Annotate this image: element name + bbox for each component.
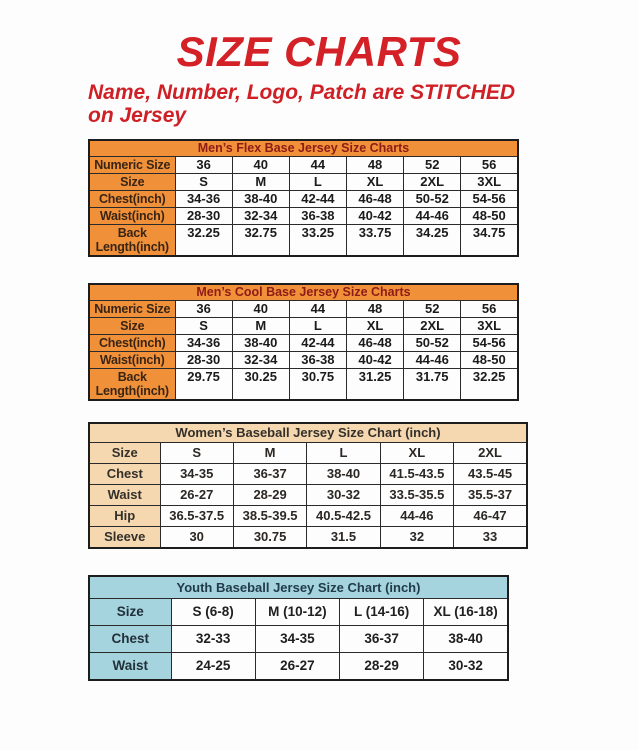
mens-cool-base-cell: 2XL xyxy=(404,318,461,335)
womens-baseball-cell: 30 xyxy=(160,527,233,549)
mens-flex-base-cell: 28-30 xyxy=(175,208,232,225)
mens-cool-base-cell: 31.25 xyxy=(346,369,403,401)
mens-flex-base-cell: 34-36 xyxy=(175,191,232,208)
mens-cool-base-cell: 52 xyxy=(404,301,461,318)
mens-flex-base-cell: 52 xyxy=(404,157,461,174)
mens-cool-base-cell: 48 xyxy=(346,301,403,318)
mens-flex-base-row-label: Waist(inch) xyxy=(89,208,175,225)
womens-baseball-cell: L xyxy=(307,443,380,464)
youth-baseball-cell: 34-35 xyxy=(255,626,339,653)
womens-baseball-cell: 2XL xyxy=(454,443,527,464)
womens-baseball-cell: 33 xyxy=(454,527,527,549)
mens-flex-base-cell: 48 xyxy=(346,157,403,174)
youth-baseball-cell: 32-33 xyxy=(171,626,255,653)
mens-cool-base-cell: 40-42 xyxy=(346,352,403,369)
mens-cool-base-table xyxy=(88,283,519,401)
youth-baseball-table xyxy=(88,575,509,681)
mens-cool-base-cell: XL xyxy=(346,318,403,335)
mens-cool-base-row xyxy=(89,352,518,369)
mens-flex-base-cell: 3XL xyxy=(461,174,518,191)
mens-cool-base-cell: 54-56 xyxy=(461,335,518,352)
mens-flex-base-cell: 40-42 xyxy=(346,208,403,225)
mens-flex-base-cell: 36 xyxy=(175,157,232,174)
mens-flex-base-cell: S xyxy=(175,174,232,191)
youth-baseball-title: Youth Baseball Jersey Size Chart (inch) xyxy=(89,576,508,599)
womens-baseball-row xyxy=(89,527,527,549)
womens-baseball-title: Women’s Baseball Jersey Size Chart (inch) xyxy=(89,423,527,443)
womens-baseball-row-label: Size xyxy=(89,443,160,464)
mens-cool-base-row-label: Numeric Size xyxy=(89,301,175,318)
womens-baseball-row-label: Chest xyxy=(89,464,160,485)
womens-baseball-row-label: Waist xyxy=(89,485,160,506)
mens-cool-base-row xyxy=(89,301,518,318)
womens-baseball-cell: 36.5-37.5 xyxy=(160,506,233,527)
mens-flex-base-cell: 46-48 xyxy=(346,191,403,208)
womens-baseball-cell: 38.5-39.5 xyxy=(233,506,306,527)
mens-flex-base-cell: L xyxy=(289,174,346,191)
womens-baseball-cell: 36-37 xyxy=(233,464,306,485)
mens-cool-base-row-label: Back Length(inch) xyxy=(89,369,175,401)
womens-baseball-cell: 30.75 xyxy=(233,527,306,549)
youth-baseball-cell: M (10-12) xyxy=(255,599,339,626)
mens-flex-base-cell: 2XL xyxy=(404,174,461,191)
mens-flex-base-cell: 50-52 xyxy=(404,191,461,208)
youth-baseball-cell: 28-29 xyxy=(340,653,424,681)
youth-baseball-row-label: Waist xyxy=(89,653,171,681)
womens-baseball-row-label: Sleeve xyxy=(89,527,160,549)
mens-cool-base-cell: M xyxy=(232,318,289,335)
mens-flex-base-cell: 32-34 xyxy=(232,208,289,225)
mens-flex-base-row xyxy=(89,225,518,257)
mens-flex-base-cell: 44-46 xyxy=(404,208,461,225)
mens-cool-base-cell: 42-44 xyxy=(289,335,346,352)
mens-cool-base-cell: 29.75 xyxy=(175,369,232,401)
womens-baseball-cell: 26-27 xyxy=(160,485,233,506)
mens-cool-base-cell: 32-34 xyxy=(232,352,289,369)
mens-flex-base-cell: 42-44 xyxy=(289,191,346,208)
mens-flex-base-cell: 40 xyxy=(232,157,289,174)
mens-cool-base-cell: 44-46 xyxy=(404,352,461,369)
womens-baseball-cell: 30-32 xyxy=(307,485,380,506)
youth-baseball-cell: 36-37 xyxy=(340,626,424,653)
youth-baseball-cell: 38-40 xyxy=(424,626,508,653)
womens-baseball-row xyxy=(89,506,527,527)
mens-cool-base-cell: 32.25 xyxy=(461,369,518,401)
womens-baseball-cell: 41.5-43.5 xyxy=(380,464,453,485)
subtitle-line-2: on Jersey xyxy=(88,104,187,128)
mens-cool-base-cell: S xyxy=(175,318,232,335)
mens-cool-base-cell: 36-38 xyxy=(289,352,346,369)
youth-baseball-row-label: Size xyxy=(89,599,171,626)
mens-flex-base-cell: 44 xyxy=(289,157,346,174)
mens-flex-base-cell: 38-40 xyxy=(232,191,289,208)
youth-baseball-row-label: Chest xyxy=(89,626,171,653)
youth-baseball-row xyxy=(89,653,508,681)
mens-cool-base-cell: 30.75 xyxy=(289,369,346,401)
mens-flex-base-row xyxy=(89,174,518,191)
mens-flex-base-title: Men’s Flex Base Jersey Size Charts xyxy=(89,140,518,157)
womens-baseball-cell: 28-29 xyxy=(233,485,306,506)
womens-baseball-row xyxy=(89,464,527,485)
mens-cool-base-row-label: Size xyxy=(89,318,175,335)
mens-cool-base-cell: 34-36 xyxy=(175,335,232,352)
mens-cool-base-row-label: Waist(inch) xyxy=(89,352,175,369)
mens-flex-base-cell: 48-50 xyxy=(461,208,518,225)
mens-flex-base-cell: 34.75 xyxy=(461,225,518,257)
page-title: SIZE CHARTS xyxy=(176,28,462,75)
subtitle-line-1: Name, Number, Logo, Patch are STITCHED xyxy=(88,81,516,105)
womens-baseball-cell: M xyxy=(233,443,306,464)
mens-flex-base-row-label: Chest(inch) xyxy=(89,191,175,208)
mens-cool-base-cell: 56 xyxy=(461,301,518,318)
mens-flex-base-cell: 34.25 xyxy=(404,225,461,257)
mens-cool-base-cell: 48-50 xyxy=(461,352,518,369)
mens-cool-base-cell: 44 xyxy=(289,301,346,318)
mens-flex-base-row xyxy=(89,157,518,174)
womens-baseball-cell: 46-47 xyxy=(454,506,527,527)
womens-baseball-cell: XL xyxy=(380,443,453,464)
womens-baseball-cell: S xyxy=(160,443,233,464)
womens-baseball-cell: 34-35 xyxy=(160,464,233,485)
womens-baseball-cell: 35.5-37 xyxy=(454,485,527,506)
mens-cool-base-cell: 40 xyxy=(232,301,289,318)
mens-flex-base-cell: 32.75 xyxy=(232,225,289,257)
womens-baseball-cell: 32 xyxy=(380,527,453,549)
mens-flex-base-cell: 56 xyxy=(461,157,518,174)
mens-flex-base-cell: 54-56 xyxy=(461,191,518,208)
mens-cool-base-cell: 28-30 xyxy=(175,352,232,369)
womens-baseball-cell: 31.5 xyxy=(307,527,380,549)
mens-flex-base-cell: M xyxy=(232,174,289,191)
mens-flex-base-table xyxy=(88,139,519,257)
mens-cool-base-cell: 36 xyxy=(175,301,232,318)
mens-cool-base-row xyxy=(89,318,518,335)
womens-baseball-table xyxy=(88,422,528,549)
womens-baseball-cell: 43.5-45 xyxy=(454,464,527,485)
mens-cool-base-cell: 30.25 xyxy=(232,369,289,401)
mens-cool-base-cell: 50-52 xyxy=(404,335,461,352)
womens-baseball-row xyxy=(89,443,527,464)
mens-flex-base-row-label: Numeric Size xyxy=(89,157,175,174)
mens-cool-base-row xyxy=(89,369,518,401)
page-subtitle xyxy=(88,81,598,127)
womens-baseball-row xyxy=(89,485,527,506)
mens-cool-base-cell: 31.75 xyxy=(404,369,461,401)
mens-cool-base-cell: 3XL xyxy=(461,318,518,335)
youth-baseball-cell: 26-27 xyxy=(255,653,339,681)
womens-baseball-cell: 38-40 xyxy=(307,464,380,485)
womens-baseball-row-label: Hip xyxy=(89,506,160,527)
youth-baseball-cell: XL (16-18) xyxy=(424,599,508,626)
mens-cool-base-row xyxy=(89,335,518,352)
youth-baseball-cell: 24-25 xyxy=(171,653,255,681)
mens-flex-base-cell: XL xyxy=(346,174,403,191)
mens-cool-base-cell: 38-40 xyxy=(232,335,289,352)
womens-baseball-cell: 33.5-35.5 xyxy=(380,485,453,506)
youth-baseball-cell: L (14-16) xyxy=(340,599,424,626)
mens-cool-base-title: Men’s Cool Base Jersey Size Charts xyxy=(89,284,518,301)
youth-baseball-row xyxy=(89,599,508,626)
youth-baseball-cell: S (6-8) xyxy=(171,599,255,626)
mens-flex-base-row-label: Size xyxy=(89,174,175,191)
mens-cool-base-row-label: Chest(inch) xyxy=(89,335,175,352)
youth-baseball-cell: 30-32 xyxy=(424,653,508,681)
mens-flex-base-row xyxy=(89,208,518,225)
youth-baseball-row xyxy=(89,626,508,653)
mens-flex-base-cell: 33.25 xyxy=(289,225,346,257)
mens-flex-base-row-label: Back Length(inch) xyxy=(89,225,175,257)
womens-baseball-cell: 44-46 xyxy=(380,506,453,527)
mens-flex-base-cell: 36-38 xyxy=(289,208,346,225)
mens-flex-base-row xyxy=(89,191,518,208)
mens-flex-base-cell: 32.25 xyxy=(175,225,232,257)
mens-flex-base-cell: 33.75 xyxy=(346,225,403,257)
mens-cool-base-cell: 46-48 xyxy=(346,335,403,352)
womens-baseball-cell: 40.5-42.5 xyxy=(307,506,380,527)
mens-cool-base-cell: L xyxy=(289,318,346,335)
